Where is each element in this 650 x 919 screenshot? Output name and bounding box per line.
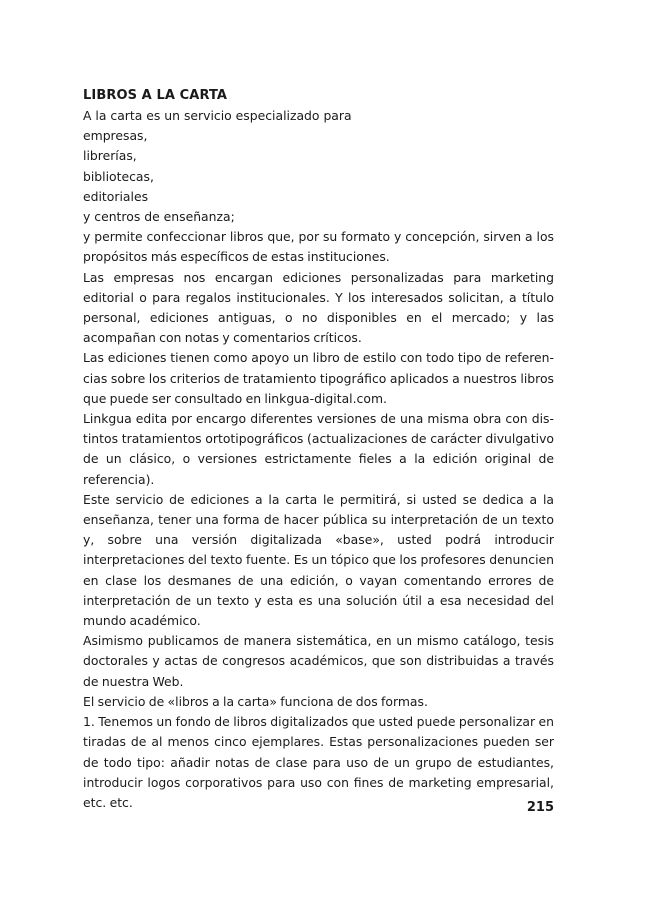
paragraph: Las empresas nos encargan ediciones personalizadas para marketing editorial o para regalos institucionales. Y los interesados solicitan, a título personal, ediciones antiguas, o no disponibles en el mercado; y las acompañan con notas y comentarios críticos.	[83, 269, 554, 346]
paragraph: El servicio de «libros a la carta» funciona de dos formas.	[83, 693, 428, 709]
page-body	[83, 86, 554, 813]
intro-line: librerías,	[83, 148, 137, 164]
intro-line: empresas,	[83, 128, 148, 144]
intro-line: bibliotecas,	[83, 168, 154, 184]
intro-line: editoriales	[83, 188, 149, 204]
intro-line: A la carta es un servicio especializado para	[83, 108, 352, 123]
paragraph: Linkgua edita por encargo diferentes versiones de una misma obra con distintos tratamientos ortotipográficos (actualizaciones de carácter divulgativo de un clásico, o versiones estrictamente fieles a la edición original de referencia).	[83, 411, 554, 487]
page-number: 215	[526, 800, 554, 815]
paragraph: Este servicio de ediciones a la carta le permitirá, si usted se dedica a la enseñanza, tener una forma de hacer pública su interpretación de un texto y, sobre una versión digitalizada «base», usted podrá introducir interpretaciones del texto fuente. Es un tópico que los profesores denuncien en clase los desmanes de una edición, o vayan comentando errores de interpretación de un texto y esta es una solución útil a esa necesidad del mundo académico.	[83, 491, 554, 629]
section-heading: LIBROS A LA CARTA	[83, 88, 228, 103]
paragraph: Las ediciones tienen como apoyo un libro de estilo con todo tipo de referencias sobre los criterios de tratamiento tipográfico aplicados a nuestros libros que puede ser consultado en linkgua-digital.com.	[83, 350, 554, 406]
paragraph: 1. Tenemos un fondo de libros digitalizados que usted puede personalizar en tiradas de al menos cinco ejemplares. Estas personalizaciones pueden ser de todo tipo: añadir notas de clase para uso de un grupo de estudiantes, introducir logos corporativos para uso con fines de marketing empresarial, etc. etc.	[83, 714, 554, 810]
paragraph: y permite confeccionar libros que, por su formato y concepción, sirven a los propósitos más específicos de estas instituciones.	[83, 229, 554, 265]
intro-line: y centros de enseñanza;	[83, 209, 235, 225]
paragraph: Asimismo publicamos de manera sistemática, en un mismo catálogo, tesis doctorales y actas de congresos académicos, que son distribuidas a través de nuestra Web.	[83, 633, 554, 689]
